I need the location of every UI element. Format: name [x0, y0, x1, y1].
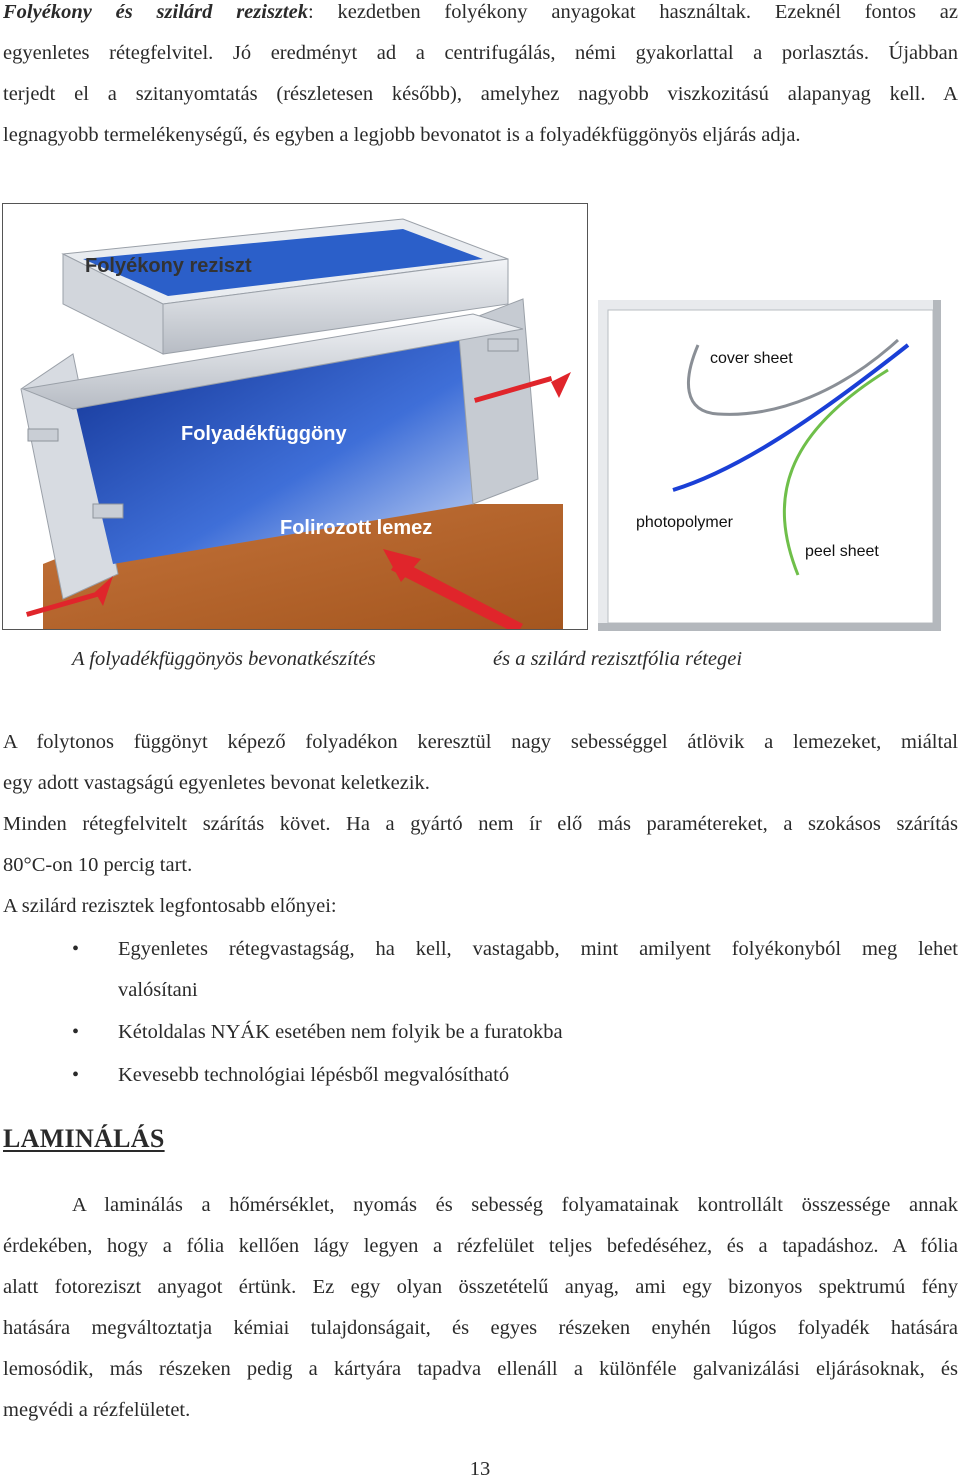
body2-line-5: lemosódik, más részeken pedig a kártyára tapadva ellenáll a különféle galvanizálási eljárásoknak, és [3, 1358, 958, 1380]
body1-line-3: Minden rétegfelvitelt szárítás követ. Ha a gyártó nem ír elő más paramétereket, a szokásos szárítás [3, 813, 958, 835]
label-folirozott: Folirozott lemez [280, 517, 433, 539]
label-folyekony: Folyékony reziszt [85, 255, 252, 277]
body1-line-4: 80°C-on 10 percig tart. [3, 854, 193, 876]
intro-line-3: terjedt el a szitanyomtatás (részletesen később), amelyhez nagyobb viszkozitású alapanyag kell. A [3, 83, 958, 105]
body-paragraph-1 [3, 722, 958, 927]
caption-left: A folyadékfüggönyös bevonatkészítés [72, 648, 376, 670]
bullet-dot: • [72, 1064, 80, 1086]
body1-line-2: egy adott vastagságú egyenletes bevonat keletkezik. [3, 772, 430, 794]
bullet-1-line-2: valósítani [118, 979, 198, 1001]
bullet-dot: • [72, 1021, 80, 1043]
bullet-1-line-1: Egyenletes rétegvastagság, ha kell, vastagabb, mint amilyent folyékonyból meg lehet [118, 938, 958, 960]
label-folyadekfuggony: Folyadékfüggöny [181, 423, 347, 445]
section-heading: LAMINÁLÁS [3, 1124, 165, 1153]
body2-line-6: megvédi a rézfelületet. [3, 1399, 191, 1421]
intro-line-1: Folyékony és szilárd rezisztek: kezdetben folyékony anyagokat használtak. Ezeknél fontos az [3, 1, 958, 23]
curtain-coating-figure [2, 203, 588, 630]
intro-paragraph [3, 0, 958, 156]
pipe-right [488, 339, 518, 351]
label-peel-sheet: peel sheet [805, 543, 879, 560]
label-cover-sheet: cover sheet [710, 350, 793, 367]
intro-line-4: legnagyobb termelékenységű, és egyben a legjobb bevonatot is a folyadékfüggönyös eljárás adja. [3, 124, 801, 146]
dry-film-figure [598, 300, 941, 631]
caption-right: és a szilárd rezisztfólia rétegei [493, 648, 743, 670]
curtain-coating-illustration [3, 204, 587, 629]
pipe-left-bottom [93, 504, 123, 518]
dry-film-illustration [598, 300, 941, 631]
body1-line-5: A szilárd rezisztek legfontosabb előnyei: [3, 895, 337, 917]
bullet-2-line-1: Kétoldalas NYÁK esetében nem folyik be a furatokba [118, 1021, 563, 1043]
body2-line-4: hatására megváltoztatja kémiai tulajdonságait, és egyes részeken enyhén lúgos folyadék hatására [3, 1317, 958, 1339]
pipe-left [28, 429, 58, 441]
body2-line-1: A laminálás a hőmérséklet, nyomás és sebesség folyamatainak kontrollált összessége annak [72, 1194, 958, 1216]
bullet-3-line-1: Kevesebb technológiai lépésből megvalósítható [118, 1064, 510, 1086]
bullet-dot: • [72, 938, 80, 960]
page-number: 13 [469, 1458, 491, 1480]
intro-line-2: egyenletes rétegfelvitel. Jó eredményt ad a centrifugálás, némi gyakorlattal a porlasztás. Újabban [3, 42, 958, 64]
body2-line-2: érdekében, hogy a fólia kellően lágy legyen a rézfelület teljes befedéséhez, és a tapadáshoz. A fólia [3, 1235, 958, 1257]
body1-line-1: A folytonos függönyt képező folyadékon keresztül nagy sebességgel átlövik a lemezeket, miáltal [3, 731, 958, 753]
label-photopolymer: photopolymer [636, 514, 733, 531]
intro-lead: Folyékony és szilárd rezisztek [3, 1, 308, 23]
body-paragraph-2 [3, 1185, 958, 1431]
body2-line-3: alatt fotoreziszt anyagot értünk. Ez egy olyan összetételű anyag, ami egy bizonyos spektrumú fény [3, 1276, 958, 1298]
